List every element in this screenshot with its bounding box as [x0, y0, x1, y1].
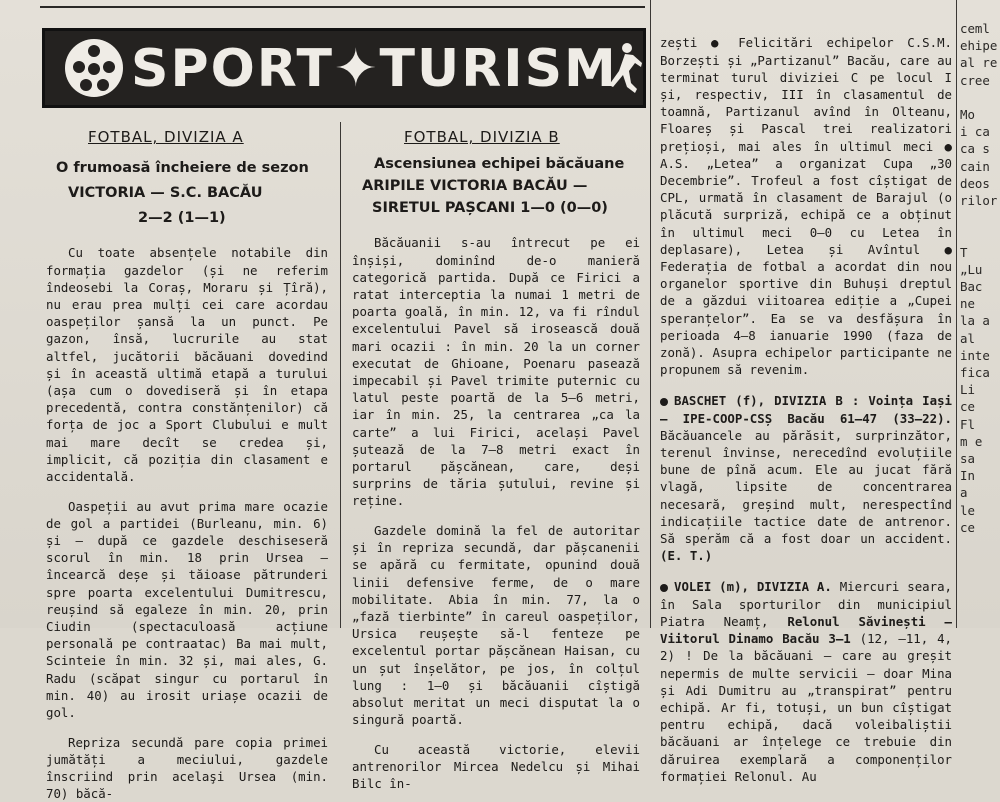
bullet-icon: [660, 584, 668, 592]
edge-line: a: [960, 485, 968, 501]
news-briefs-column: [660, 22, 952, 784]
bullet-icon: [660, 398, 668, 406]
match-score: 2—2 (1—1): [138, 210, 226, 226]
brief-football-news: zești ● Felicitări echipelor C.S.M. Borzești și „Partizanul” Bacău, care au terminat turul diviziei C pe locul I și, respectiv, III în clasamentul de toamnă, Partizanul avînd în Olteanu, Floareș și Pascal trei realizatori prețioși, mai ales în ultimul meci ● A.S. „Letea” a organizat Cupa „30 Decembrie”. Trofeul a fost cîștigat de CPL, urmată în clasament de Barajul (o plăcută surpriză, echipă ce a obținut în ultimul meci 0—0 cu Letea în deplasare), Letea și Avîntul ● Federația de fotbal a acordat din nou organelor sportive din Buhuși dreptul de a găzdui viitoarea ediție a „Cupei speranțelor”. Ea se va desfășura în perioada 4—8 ianuarie 1990 (faza de zonă). Asupra echipelor participante ne propunem să revenim.: [660, 35, 952, 378]
match-title: VICTORIA — S.C. BACĂU: [68, 185, 263, 201]
top-rule: [40, 6, 645, 8]
edge-line: In: [960, 468, 975, 484]
football-icon: [65, 39, 123, 97]
edge-line: Bac: [960, 279, 983, 295]
edge-line: [960, 89, 1000, 106]
volleyball-intro: Miercuri seara, în Sala sporturilor din municipiul Piatra Neamț,: [660, 579, 952, 629]
cropped-right-column: [960, 20, 1000, 628]
author-sign: (E. T.): [660, 548, 713, 564]
edge-line: Mo: [960, 107, 975, 123]
edge-line: „Lu: [960, 261, 983, 277]
paragraph: Cu toate absențele notabile din formația gazdelor (și ne referim îndeosebi la Coraș, Moraru și Țîră), nu erau prea mulți cei care acordau oaspeților șansă la un punct. Pe gazon, însă, lucrurile au stat altfel, jucătorii băcăuani dovedind și în această ultimă etapă a turului (așa cum o dovediseră și în etapa precedentă, contra constănțenilor) că forța de joc a Sport Clubului e mult mai mare decît se credea și, implicit, că poziția din clasament e accidentală.: [46, 245, 328, 485]
kicking-player-icon: [605, 41, 643, 99]
edge-line: deos: [960, 175, 990, 191]
paragraph: Repriza secundă pare copia primei jumătăți a meciului, gazdele înscriind prin acelaşi Ursea (min. 70) băcă-: [46, 734, 328, 802]
brief-volleyball: [660, 578, 952, 784]
column-divider: [340, 122, 341, 628]
paragraph: Băcăuanii s-au întrecut pe ei înșiși, dominînd de-o manieră categorică partida. După ce Firici a ratat interceptia la numai 1 metri de poarta goală, în min. 12, va fi rîndul excelentului Pavel să irosească două mari ocazii : în min. 20 la un corner executat de Ghioane, Poenaru pasează impecabil și Pavel trimite puternic cu latul peste poartă de la 5—6 metri, iar în min. 25, la centrarea „ca la carte” a lui Firici, același Pavel șutează de la 7—8 metri exact în portarul pășcănean, care, deși surprins de tăria șutului, revine și reține.: [352, 235, 640, 509]
edge-line: m e: [960, 433, 983, 449]
volleyball-match: Relonul Săvinești — Viitorul Dinamo Bacău 3—1: [660, 613, 952, 647]
edge-line: i ca: [960, 124, 990, 140]
edge-line: le: [960, 502, 975, 518]
banner-title: SPORT✦TURISM: [131, 39, 618, 99]
match-title: ARIPILE VICTORIA BACĂU —: [362, 178, 588, 194]
edge-line: T: [960, 244, 968, 260]
sport-turism-banner: [42, 28, 646, 108]
edge-line: [960, 209, 1000, 226]
edge-line: Li: [960, 382, 975, 398]
edge-line: al re: [960, 55, 998, 71]
edge-line: sa: [960, 451, 975, 467]
edge-line: ca s: [960, 141, 990, 157]
edge-line: fica: [960, 365, 990, 381]
edge-line: [960, 226, 1000, 243]
match-title-score: SIRETUL PAȘCANI 1—0 (0—0): [372, 200, 608, 216]
headline: Ascensiunea echipei băcăuane: [374, 156, 625, 172]
paragraph: Cu această victorie, elevii antrenorilor Mircea Nedelcu și Mihai Bilc în-: [352, 741, 640, 792]
edge-line: ehipe: [960, 38, 998, 54]
paragraph: Gazdele domină la fel de autoritar și în repriza secundă, dar pășcanenii se apără cu fermitate, opunind două linii defensive ferme, de o mare mobilitate. Abia în min. 77, la o „fază tierbinte” în careul oaspeților, Ursica reușește să-l fenteze pe excelentul portar pășcănean Haisan, cu un șut înșelător, pe jos, în colțul lung : 1—0 și băcăuanii cîștigă absolut meritat un meci disputat la o singură poartă.: [352, 523, 640, 728]
edge-line: cree: [960, 72, 990, 88]
article-body-divizia-a: [46, 232, 328, 802]
article-body-divizia-b: [352, 222, 640, 792]
basketball-body: Băcăuancele au părăsit, surprinzător, terenul învinse, nerecedînd evoluțiile bune de pînă acum. Ele au jucat fără vlagă, lipsite de concentrarea necesară, greșind mult, nerespectînd indicațiile tactice date de antrenor. Să sperăm că a fost doar un accident.: [660, 427, 952, 547]
headline: O frumoasă încheiere de sezon: [56, 160, 309, 176]
section-label-divizia-b: FOTBAL, DIVIZIA B: [404, 128, 560, 146]
edge-line: inte: [960, 347, 990, 363]
column-divider: [650, 0, 651, 628]
edge-line: Fl: [960, 416, 975, 432]
edge-line: ne: [960, 296, 975, 312]
edge-line: ce: [960, 519, 975, 535]
edge-line: ce: [960, 399, 975, 415]
edge-line: la a: [960, 313, 990, 329]
edge-line: al: [960, 330, 975, 346]
section-label-divizia-a: FOTBAL, DIVIZIA A: [88, 128, 244, 146]
edge-line: ceml: [960, 21, 990, 36]
basketball-headline: BASCHET (f), DIVIZIA B : Voința Iași — IPE-COOP-CSȘ Bacău 61—47 (33—22).: [660, 393, 952, 426]
column-divider: [956, 0, 957, 628]
brief-basketball: [660, 392, 952, 564]
volleyball-body: (12, —11, 4, 2) ! De la băcăuani — care au greșit nepermis de multe servicii — doar Mina și Adi Dumitru au „transpirat” pentru echipă. Ar fi, totuși, un bun cîștigat pentru echipă, dacă voleibaliștii băcăuani ar înțelege ce trebuie din dăruirea exemplară a componenților formației Relonul. Au: [660, 631, 952, 784]
edge-line: cain: [960, 158, 990, 174]
volleyball-headline: VOLEI (m), DIVIZIA A.: [674, 579, 832, 595]
paragraph: Oaspeții au avut prima mare ocazie de gol a partidei (Burleanu, min. 6) și — după ce gazdele deschiseseră scorul în min. 18 prin Ursea — încearcă deșe și tăioase pătrunderi spre poarta excelentului Dumitrescu, reușind să egaleze în min. 20, prin Ciudin (spectaculoasă acțiune personală pe contraatac) Ba mai mult, Scinteie în min. 32 și, mai ales, G. Radu (scăpat singur cu portarul în min. 40) au irosit uriașe ocazii de gol.: [46, 498, 328, 721]
edge-line: rilor: [960, 193, 998, 209]
